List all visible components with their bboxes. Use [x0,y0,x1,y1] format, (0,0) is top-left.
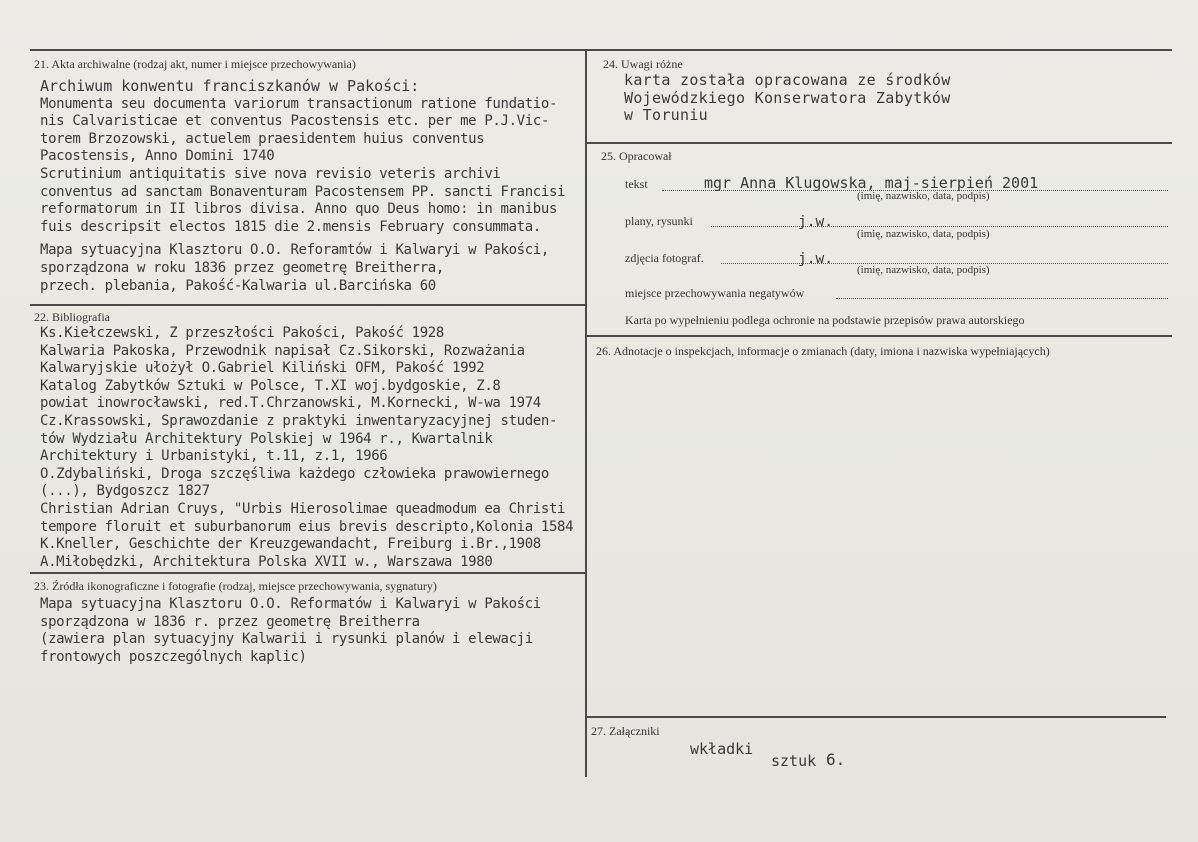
bibliography-entry: tempore floruit et suburbanorum eius brevis descripto,Kolonia 1584 [40,518,574,535]
iconography-line: sporządzona w 1836 r. przez geometrę Breitherra [40,613,420,630]
section-25-label: 25. Opracował [601,149,672,163]
section-22-text [40,325,573,571]
section-21-line: sporządzona w roku 1836 przez geometrę Breitherra, [40,259,444,276]
top-rule-left [30,49,586,51]
iconography-line: Mapa sytuacyjna Klasztoru O.O. Reformatów i Kalwaryi w Pakości [40,596,541,612]
section-21-line: Archiwum konwentu franciszkanów w Pakości: [40,77,420,95]
section-21-line: Scrutinium antiquitatis sive nova revisio veteris archivi [40,165,501,182]
section-21-line: Monumenta seu documenta variorum transactionum ratione fundatio- [40,95,558,112]
section-23-label: 23. Źródła ikonograficzne i fotografie (rodzaj, miejsce przechowywania, sygnatury) [34,579,437,593]
bibliography-entry: A.Miłobędzki, Architektura Polska XVII w., Warszawa 1980 [40,553,493,570]
bibliography-entry: O.Zdybaliński, Droga szczęśliwa każdego człowieka prawowiernego [40,465,549,482]
divider-24-25 [586,142,1172,144]
section-21-label: 21. Akta archiwalne (rodzaj akt, numer i miejsce przechowywania) [34,57,356,71]
plany-value: j.w. [798,214,833,230]
bibliography-entry: Architektury i Urbanistyki, t.11, z.1, 1966 [40,448,388,465]
divider-25-26 [586,335,1172,337]
negatywy-field-line [836,298,1168,299]
zdjecia-value: j.w. [798,251,833,267]
plany-label: plany, rysunki [625,214,693,228]
section-21-line: nis Calvaristicae et conventus Pacostensis etc. per me P.J.Vic- [40,113,549,130]
divider-26-27 [586,716,1166,718]
section-21-line: conventus ad sanctam Bonaventuram Pacostensem PP. sancti Francisi [40,183,566,200]
bibliography-entry: K.Kneller, Geschichte der Kreuzgewandacht, Freiburg i.Br.,1908 [40,536,541,553]
remarks-line: karta została opracowana ze środków [624,71,951,89]
remarks-line: Wojewódzkiego Konserwatora Zabytków [624,88,951,107]
bibliography-entry: Kalwaryjskie ułożył O.Gabriel Kiliński OFM, Pakość 1992 [40,360,485,377]
section-22-label: 22. Bibliografia [34,310,110,324]
copyright-note: Karta po wypełnieniu podlega ochronie na podstawie przepisów prawa autorskiego [625,313,1025,327]
section-21-line: reformatorum in II libros divisa. Anno quo Deus homo: in manibus [40,201,558,218]
bibliography-entry: Cz.Krassowski, Sprawozdanie z praktyki inwentaryzacyjnej studen- [40,412,558,429]
divider-21-22 [30,304,586,306]
remarks-line: w Toruniu [624,106,708,125]
divider-22-23 [30,572,586,574]
section-21-line: fuis descripsit electos 1815 die 2.mensis February consummata. [40,218,541,235]
iconography-line: frontowych poszczególnych kaplic) [40,648,307,665]
zdjecia-hint: (imię, nazwisko, data, podpis) [857,264,990,276]
section-24-text [624,72,951,125]
sztuk-label: sztuk [771,752,817,770]
section-21-line: Pacostensis, Anno Domini 1740 [40,148,275,165]
section-21-text [40,78,565,295]
bibliography-entry: Katalog Zabytków Sztuki w Polsce, T.XI woj.bydgoskie, Z.8 [40,377,501,394]
zdjecia-label: zdjęcia fotograf. [625,251,704,265]
section-24-label: 24. Uwagi różne [603,57,683,71]
bibliography-entry: powiat inowrocławski, red.T.Chrzanowski, M.Kornecki, W-wa 1974 [40,395,541,412]
section-27-label: 27. Załączniki [591,724,660,738]
section-26-label: 26. Adnotacje o inspekcjach, informacje o zmianach (daty, imiona i nazwiska wypełniających) [596,344,1050,358]
sztuk-count: 6. [826,750,846,769]
wkladki-label: wkładki [690,740,754,758]
section-21-line: przech. plebania, Pakość-Kalwaria ul.Barcińska 60 [40,277,436,294]
top-rule-right [586,49,1172,51]
center-divider [585,49,587,777]
section-21-line: torem Brzozowski, actuelem praesidentem huius conventus [40,130,485,147]
tekst-value: mgr Anna Klugowska, maj-sierpień 2001 [704,174,1039,192]
tekst-label: tekst [625,177,648,191]
bibliography-entry: tów Wydziału Architektury Polskiej w 1964 r., Kwartalnik [40,430,493,447]
iconography-line: (zawiera plan sytuacyjny Kalwarii i rysunki planów i elewacji [40,631,533,648]
bibliography-entry: (...), Bydgoszcz 1827 [40,483,210,500]
negatywy-label: miejsce przechowywania negatywów [625,286,805,300]
tekst-hint: (imię, nazwisko, data, podpis) [857,190,990,202]
bibliography-entry: Ks.Kiełczewski, Z przeszłości Pakości, Pakość 1928 [40,325,444,341]
plany-field-line [711,226,1168,227]
bibliography-entry: Christian Adrian Cruys, "Urbis Hierosolimae queadmodum ea Christi [40,500,566,517]
plany-hint: (imię, nazwisko, data, podpis) [857,228,990,240]
section-21-line: Mapa sytuacyjna Klasztoru O.O. Reforamtów i Kalwaryi w Pakości, [40,242,549,259]
bibliography-entry: Kalwaria Pakoska, Przewodnik napisał Cz.Sikorski, Rozważania [40,342,525,359]
section-23-text [40,596,541,666]
